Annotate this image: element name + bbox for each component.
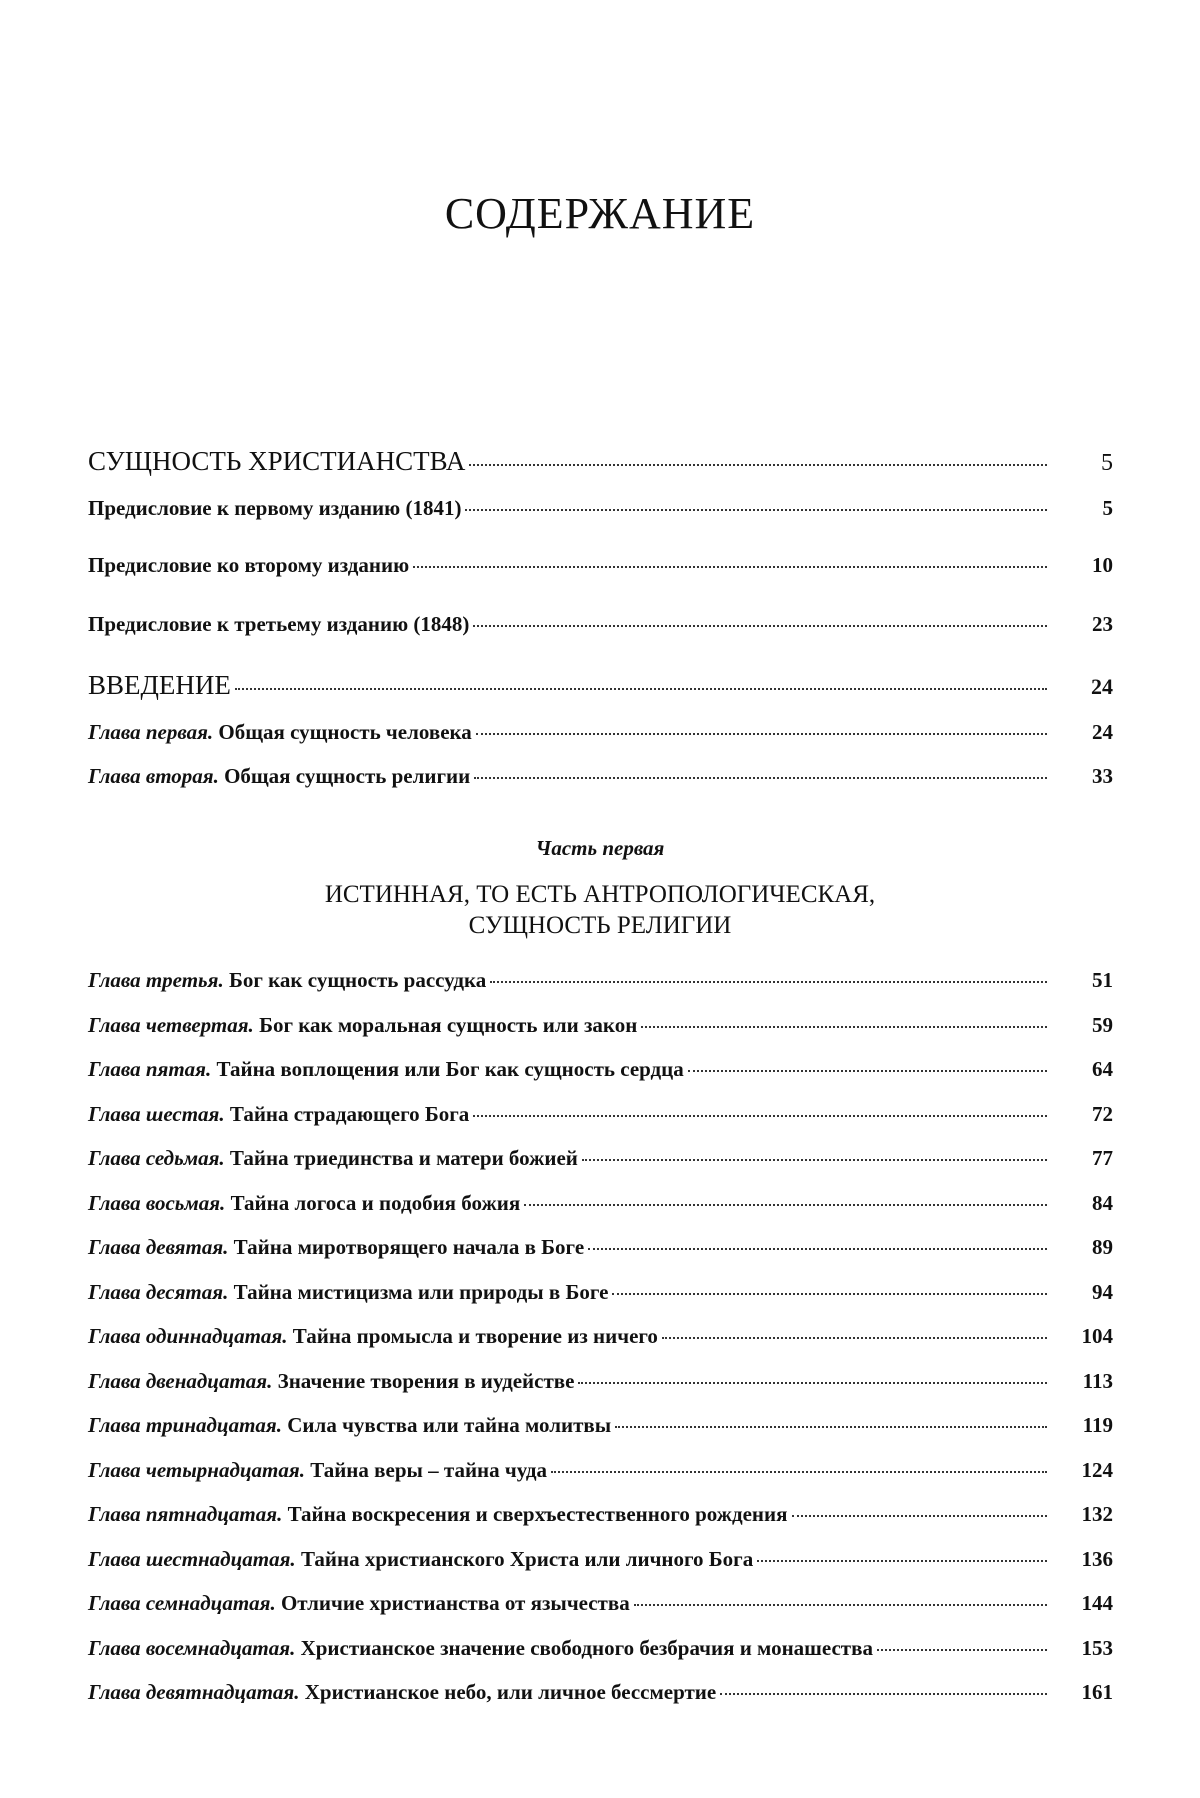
toc-entry-label [88, 720, 472, 744]
toc-entry-label [88, 1280, 608, 1304]
dot-leader [662, 1337, 1047, 1339]
toc-page-number: 64 [1092, 1057, 1113, 1081]
toc-entry-essence [88, 446, 1113, 478]
dot-leader [612, 1293, 1047, 1295]
toc-entry-chapter-14 [88, 1458, 1113, 1482]
chapter-title: Бог как моральная сущность или закон [253, 1012, 638, 1037]
toc-entry-chapter-7 [88, 1146, 1113, 1170]
toc-page-number: 124 [1081, 1457, 1113, 1482]
dot-leader [877, 1649, 1047, 1651]
chapter-prefix: Глава четвертая. [88, 1012, 254, 1037]
toc-entry-label [88, 1324, 658, 1348]
toc-entry-chapter-3 [88, 968, 1113, 992]
toc-entry-label [88, 968, 486, 992]
chapter-title: Христианское значение свободного безбрачия и монашества [295, 1635, 873, 1660]
chapter-prefix: Глава восьмая. [88, 1190, 226, 1215]
toc-entry-label [88, 1235, 584, 1259]
toc-entry-label: СУЩНОСТЬ ХРИСТИАНСТВА [88, 446, 466, 476]
toc-entry-chapter-10 [88, 1280, 1113, 1304]
toc-page-number: 5 [1101, 450, 1113, 476]
dot-leader [465, 509, 1047, 511]
chapter-title: Сила чувства или тайна молитвы [282, 1413, 612, 1437]
toc-entry-chapter-8 [88, 1191, 1113, 1215]
part-title-line-1: ИСТИННАЯ, ТО ЕСТЬ АНТРОПОЛОГИЧЕСКАЯ, [324, 881, 876, 908]
toc-entry-chapter-4 [88, 1013, 1113, 1037]
dot-leader [524, 1204, 1047, 1206]
chapter-title: Тайна логоса и подобия божия [225, 1190, 521, 1215]
dot-leader [720, 1693, 1047, 1695]
dot-leader [476, 733, 1047, 735]
toc-entry-chapter-13 [88, 1413, 1113, 1437]
toc-entry-label [88, 1636, 873, 1660]
toc-entry-label: Предисловие ко второму изданию [88, 553, 410, 577]
toc-entry-chapter-15 [88, 1502, 1113, 1526]
dot-leader [473, 1115, 1047, 1117]
chapter-title: Значение творения в иудействе [272, 1368, 575, 1393]
toc-entry-label: Предисловие к третьему изданию (1848) [88, 612, 470, 636]
toc-entry-label: ВВЕДЕНИЕ [88, 670, 231, 700]
dot-leader [792, 1515, 1048, 1517]
toc-entry-label [88, 1502, 788, 1526]
toc-entry-chapter-17 [88, 1591, 1113, 1615]
chapter-prefix: Глава четырнадцатая. [88, 1457, 305, 1482]
toc-page-number: 153 [1081, 1635, 1113, 1660]
chapter-prefix: Глава седьмая. [88, 1146, 225, 1170]
chapter-prefix: Глава шестнадцатая. [88, 1546, 296, 1571]
chapter-prefix: Глава шестая. [88, 1101, 225, 1126]
toc-entry-label [88, 1458, 547, 1482]
dot-leader [469, 464, 1047, 466]
dot-leader [757, 1560, 1047, 1562]
toc-entry-label [88, 1369, 574, 1393]
chapter-prefix: Глава третья. [88, 968, 224, 992]
toc-page-number: 59 [1092, 1012, 1113, 1037]
toc-page-number: 132 [1081, 1502, 1113, 1526]
chapter-prefix: Глава десятая. [88, 1279, 229, 1304]
toc-entry-preface-3 [88, 612, 1113, 636]
toc-entry-label [88, 1057, 684, 1081]
toc-page-number: 136 [1081, 1546, 1113, 1571]
chapter-prefix: Глава пятнадцатая. [88, 1502, 283, 1526]
toc-entry-label [88, 1413, 611, 1437]
toc-page-number: 77 [1092, 1146, 1113, 1170]
toc-page-number: 24 [1092, 720, 1113, 744]
toc-page-number: 94 [1092, 1279, 1113, 1304]
dot-leader [551, 1471, 1047, 1473]
toc-page-number: 113 [1082, 1368, 1113, 1393]
page-title: СОДЕРЖАНИЕ [444, 189, 756, 238]
chapter-title: Тайна страдающего Бога [224, 1101, 470, 1126]
toc-entry-preface-1 [88, 496, 1113, 520]
chapter-title: Тайна воплощения или Бог как сущность сердца [211, 1057, 684, 1081]
chapter-title: Христианское небо, или личное бессмертие [299, 1680, 717, 1704]
dot-leader [688, 1070, 1047, 1072]
toc-entry-label [88, 1013, 637, 1037]
dot-leader [490, 981, 1047, 983]
chapter-prefix: Глава одиннадцатая. [88, 1324, 288, 1348]
dot-leader [413, 566, 1047, 568]
toc-entry-chapter-9 [88, 1235, 1113, 1259]
dot-leader [235, 688, 1047, 690]
chapter-prefix: Глава девятая. [88, 1235, 229, 1259]
toc-page-number: 51 [1092, 968, 1113, 992]
dot-leader [582, 1159, 1047, 1161]
chapter-title: Тайна миротворящего начала в Боге [228, 1235, 585, 1259]
part-title [0, 880, 1200, 941]
toc-page-number: 23 [1092, 612, 1113, 636]
toc-page-number: 5 [1102, 496, 1113, 520]
toc-entry-label [88, 1191, 520, 1215]
chapter-prefix: Глава семнадцатая. [88, 1591, 276, 1615]
toc-page-number: 10 [1092, 553, 1113, 577]
toc-page-number: 161 [1081, 1680, 1113, 1704]
toc-page-number: 24 [1091, 674, 1113, 699]
chapter-prefix: Глава вторая. [88, 764, 219, 788]
chapter-title: Тайна мистицизма или природы в Боге [228, 1279, 609, 1304]
toc-entry-label [88, 1591, 630, 1615]
toc-entry-chapter-6 [88, 1102, 1113, 1126]
chapter-title: Тайна промысла и творение из ничего [287, 1324, 658, 1348]
toc-entry-label [88, 1547, 753, 1571]
dot-leader [474, 777, 1047, 779]
toc-entry-label [88, 1146, 578, 1170]
dot-leader [473, 625, 1047, 627]
toc-entry-chapter-16 [88, 1547, 1113, 1571]
chapter-prefix: Глава восемнадцатая. [88, 1635, 296, 1660]
toc-page-number: 144 [1081, 1591, 1113, 1615]
toc-page-number: 104 [1081, 1324, 1113, 1348]
chapter-prefix: Глава тринадцатая. [88, 1413, 283, 1437]
toc-page-number: 84 [1092, 1190, 1113, 1215]
dot-leader [578, 1382, 1047, 1384]
toc-entry-label [88, 1102, 469, 1126]
chapter-title: Тайна веры – тайна чуда [304, 1457, 548, 1482]
toc-page-number: 33 [1092, 764, 1113, 788]
chapter-prefix: Глава первая. [88, 720, 214, 744]
toc-page-number: 72 [1092, 1101, 1113, 1126]
chapter-prefix: Глава пятая. [88, 1057, 212, 1081]
chapter-title: Отличие христианства от язычества [275, 1591, 630, 1615]
dot-leader [615, 1426, 1047, 1428]
toc-entry-label [88, 764, 470, 788]
part-label: Часть первая [535, 836, 665, 860]
toc-entry-label [88, 1680, 716, 1704]
toc-entry-chapter-11 [88, 1324, 1113, 1348]
chapter-title: Тайна христианского Христа или личного Бога [295, 1546, 754, 1571]
toc-entry-chapter-19 [88, 1680, 1113, 1704]
dot-leader [588, 1248, 1047, 1250]
toc-entry-introduction [88, 670, 1113, 701]
toc-entry-chapter-2 [88, 764, 1113, 788]
dot-leader [641, 1026, 1047, 1028]
chapter-prefix: Глава девятнадцатая. [88, 1680, 300, 1704]
toc-entry-chapter-18 [88, 1636, 1113, 1660]
chapter-title: Бог как сущность рассудка [223, 968, 487, 992]
toc-page-number: 119 [1082, 1413, 1113, 1437]
toc-entry-chapter-1 [88, 720, 1113, 744]
dot-leader [634, 1604, 1047, 1606]
toc-entry-chapter-5 [88, 1057, 1113, 1081]
part-title-line-2: СУЩНОСТЬ РЕЛИГИИ [468, 911, 732, 939]
toc-entry-preface-2 [88, 553, 1113, 577]
toc-entry-chapter-12 [88, 1369, 1113, 1393]
chapter-title: Тайна воскресения и сверхъестественного рождения [282, 1502, 788, 1526]
chapter-title: Общая сущность человека [213, 720, 472, 744]
chapter-title: Тайна триединства и матери божией [224, 1146, 578, 1170]
toc-page-number: 89 [1092, 1235, 1113, 1259]
toc-entry-label: Предисловие к первому изданию (1841) [88, 496, 462, 520]
chapter-prefix: Глава двенадцатая. [88, 1368, 273, 1393]
chapter-title: Общая сущность религии [218, 764, 471, 788]
